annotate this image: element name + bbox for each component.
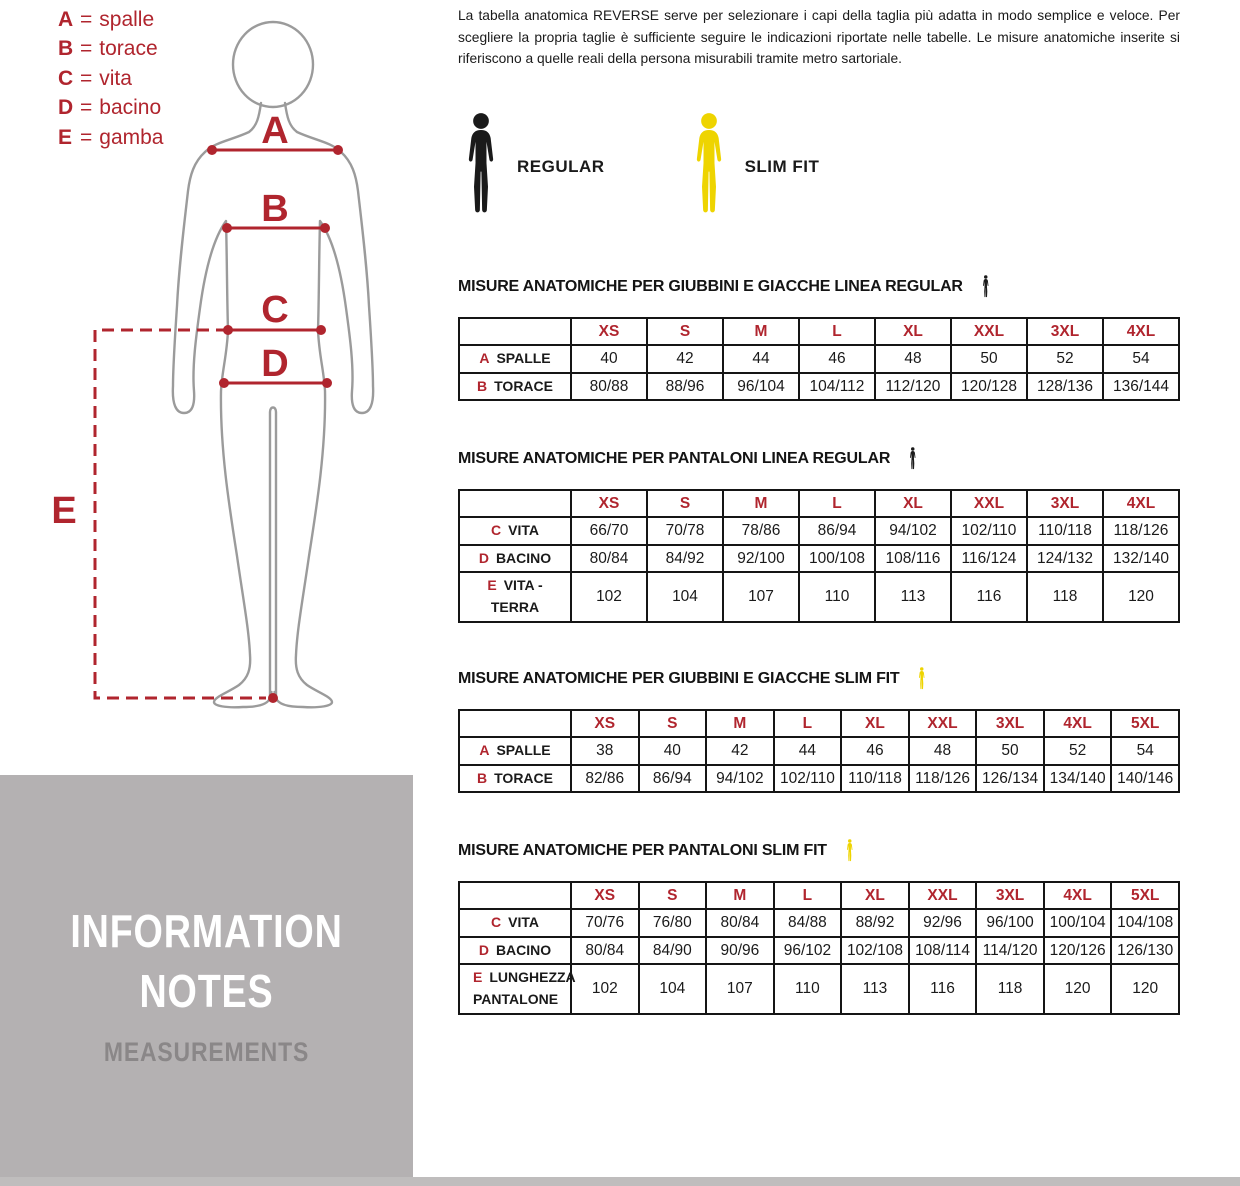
size-value: 94/102 — [706, 765, 774, 793]
size-value: 104/112 — [799, 373, 875, 401]
row-name: BACINO — [495, 549, 552, 566]
legend-label: bacino — [99, 96, 162, 120]
header-row — [459, 318, 1179, 345]
size-value: 46 — [799, 345, 875, 373]
size-value: 102/108 — [841, 937, 909, 965]
size-value: 128/136 — [1027, 373, 1103, 401]
row-name: VITA — [508, 522, 539, 538]
size-header: 5XL — [1111, 710, 1179, 737]
information-title-line2: NOTES — [139, 965, 274, 1017]
size-value: 80/84 — [571, 545, 647, 573]
header-row — [459, 490, 1179, 517]
size-header: XXL — [909, 710, 977, 737]
row-name: VITA — [508, 914, 539, 930]
table-title: MISURE ANATOMICHE PER GIUBBINI E GIACCHE SLIM FIT — [458, 669, 900, 687]
size-value: 80/88 — [571, 373, 647, 401]
size-value: 48 — [875, 345, 951, 373]
legend-label: vita — [99, 66, 132, 90]
size-value: 102 — [571, 964, 639, 1013]
legend-letter: B — [58, 37, 74, 61]
size-header: 5XL — [1111, 882, 1179, 909]
row-letter: A — [479, 742, 490, 758]
size-value: 112/120 — [875, 373, 951, 401]
row-letter: C — [491, 914, 502, 930]
size-header: M — [723, 318, 799, 345]
table-title-row — [458, 667, 1180, 690]
size-value: 96/104 — [723, 373, 799, 401]
equals-sign: = — [80, 96, 93, 120]
size-value: 76/80 — [639, 909, 707, 937]
size-value: 124/132 — [1027, 545, 1103, 573]
diagram-label-a: A — [261, 110, 289, 152]
size-value: 110 — [799, 572, 875, 621]
legend-letter: C — [58, 66, 74, 90]
regular-fit-icon — [460, 112, 502, 216]
slim-fit-mini-icon — [845, 839, 855, 862]
legend-label: gamba — [99, 125, 164, 149]
size-header: L — [799, 490, 875, 517]
diagram-label-c: C — [261, 289, 289, 331]
size-value: 140/146 — [1111, 765, 1179, 793]
size-value: 108/116 — [875, 545, 951, 573]
corner-cell — [459, 882, 571, 909]
table-row — [459, 545, 1179, 573]
size-value: 54 — [1111, 737, 1179, 765]
size-value: 78/86 — [723, 517, 799, 545]
size-table-section — [458, 447, 1180, 623]
size-value: 136/144 — [1103, 373, 1179, 401]
size-value: 132/140 — [1103, 545, 1179, 573]
information-notes-block — [0, 775, 413, 1177]
body-outline-right — [275, 103, 374, 707]
table-title-row — [458, 447, 1180, 470]
regular-fit-mini-icon — [908, 447, 918, 470]
size-value: 126/134 — [976, 765, 1044, 793]
size-header: 4XL — [1103, 490, 1179, 517]
size-value: 114/120 — [976, 937, 1044, 965]
size-value: 84/92 — [647, 545, 723, 573]
size-header: XXL — [909, 882, 977, 909]
size-value: 84/90 — [639, 937, 707, 965]
size-header: 3XL — [976, 882, 1044, 909]
body-outline-left — [173, 103, 272, 707]
row-letter: A — [479, 350, 490, 366]
fit-legend — [460, 112, 819, 221]
row-name: BACINO — [495, 941, 552, 958]
size-value: 118 — [976, 964, 1044, 1013]
foot-measure-dot — [268, 693, 278, 703]
table-row — [459, 572, 1179, 621]
size-value: 102/110 — [951, 517, 1027, 545]
size-value: 94/102 — [875, 517, 951, 545]
row-name: SPALLE — [496, 742, 551, 758]
size-value: 120 — [1103, 572, 1179, 621]
slim-fit-item — [688, 112, 820, 221]
intro-text: La tabella anatomica REVERSE serve per selezionare i capi della taglia più adatta in modo semplice e veloce. Per scegliere la propria taglie è sufficiente seguire le indicazioni riportate nelle tabelle. Le misure anatomiche inserite si riferiscono a quelle reali della persona misurabili tramite metro sartoriale. — [458, 8, 1180, 67]
size-value: 88/92 — [841, 909, 909, 937]
size-header: L — [774, 710, 842, 737]
row-letter: D — [478, 941, 489, 958]
size-header: S — [647, 490, 723, 517]
size-table — [458, 317, 1180, 401]
size-header: L — [799, 318, 875, 345]
body-diagram — [0, 0, 420, 740]
header-row — [459, 882, 1179, 909]
size-header: XS — [571, 882, 639, 909]
size-header: S — [647, 318, 723, 345]
row-name: SPALLE — [496, 350, 551, 366]
row-name: VITA - TERRA — [490, 577, 543, 616]
size-value: 116 — [951, 572, 1027, 621]
size-header: S — [639, 710, 707, 737]
size-value: 46 — [841, 737, 909, 765]
slim-fit-mini-icon — [917, 667, 927, 690]
row-label — [459, 545, 571, 573]
row-label — [459, 737, 571, 765]
size-value: 120 — [1044, 964, 1112, 1013]
row-label — [459, 765, 571, 793]
size-value: 126/130 — [1111, 937, 1179, 965]
row-label — [459, 909, 571, 937]
size-value: 54 — [1103, 345, 1179, 373]
size-value: 80/84 — [706, 909, 774, 937]
size-value: 82/86 — [571, 765, 639, 793]
row-letter: B — [477, 769, 488, 786]
diagram-label-d: D — [261, 343, 289, 385]
size-value: 118/126 — [1103, 517, 1179, 545]
size-value: 100/104 — [1044, 909, 1112, 937]
size-value: 113 — [875, 572, 951, 621]
size-header: 3XL — [1027, 490, 1103, 517]
size-header: XL — [841, 882, 909, 909]
size-value: 40 — [639, 737, 707, 765]
size-value: 113 — [841, 964, 909, 1013]
size-value: 86/94 — [799, 517, 875, 545]
legend-label: spalle — [99, 8, 155, 31]
row-label — [459, 345, 571, 373]
size-value: 86/94 — [639, 765, 707, 793]
size-value: 84/88 — [774, 909, 842, 937]
size-value: 50 — [951, 345, 1027, 373]
size-header: 3XL — [976, 710, 1044, 737]
size-value: 104 — [639, 964, 707, 1013]
row-letter: B — [477, 377, 488, 394]
corner-cell — [459, 490, 571, 517]
equals-sign: = — [80, 125, 93, 149]
size-value: 120/126 — [1044, 937, 1112, 965]
size-value: 104/108 — [1111, 909, 1179, 937]
row-letter: E — [473, 969, 483, 986]
size-value: 120 — [1111, 964, 1179, 1013]
size-header: XL — [875, 318, 951, 345]
size-value: 70/76 — [571, 909, 639, 937]
row-name: LUNGHEZZA PANTALONE — [473, 969, 576, 1008]
size-table-section — [458, 275, 1180, 401]
row-letter: C — [491, 522, 502, 538]
inner-leg-line — [270, 408, 276, 696]
size-value: 96/100 — [976, 909, 1044, 937]
table-row — [459, 345, 1179, 373]
row-label — [459, 964, 576, 1013]
size-value: 100/108 — [799, 545, 875, 573]
size-value: 92/96 — [909, 909, 977, 937]
leg-measure-dashed-line — [95, 330, 266, 698]
size-header: XS — [571, 490, 647, 517]
measurements-subtitle: MEASUREMENTS — [103, 1037, 310, 1067]
size-header: M — [723, 490, 799, 517]
table-row — [459, 765, 1179, 793]
size-header: XL — [875, 490, 951, 517]
table-row — [459, 517, 1179, 545]
size-table-section — [458, 839, 1180, 1015]
row-letter: D — [478, 549, 489, 566]
size-value: 102/110 — [774, 765, 842, 793]
row-name: TORACE — [494, 377, 553, 394]
legend-letter: D — [58, 96, 74, 120]
size-header: M — [706, 882, 774, 909]
size-value: 90/96 — [706, 937, 774, 965]
size-value: 118 — [1027, 572, 1103, 621]
row-letter: E — [487, 577, 497, 594]
table-row — [459, 964, 1179, 1013]
size-value: 52 — [1027, 345, 1103, 373]
size-value: 80/84 — [571, 937, 639, 965]
size-value: 120/128 — [951, 373, 1027, 401]
size-header: 4XL — [1044, 882, 1112, 909]
size-value: 42 — [706, 737, 774, 765]
head-outline — [233, 22, 313, 107]
size-value: 44 — [723, 345, 799, 373]
legend-letter: E — [58, 125, 73, 149]
size-header: XL — [841, 710, 909, 737]
table-title: MISURE ANATOMICHE PER GIUBBINI E GIACCHE LINEA REGULAR — [458, 277, 963, 295]
size-value: 107 — [723, 572, 799, 621]
slim-person-icon — [688, 112, 730, 221]
row-label — [459, 572, 571, 621]
slim-fit-label: SLIM FIT — [744, 156, 820, 176]
size-value: 116/124 — [951, 545, 1027, 573]
size-header: L — [774, 882, 842, 909]
size-value: 48 — [909, 737, 977, 765]
size-header: XXL — [951, 318, 1027, 345]
corner-cell — [459, 710, 571, 737]
size-value: 92/100 — [723, 545, 799, 573]
table-title-row — [458, 839, 1180, 862]
size-header: 4XL — [1044, 710, 1112, 737]
slim-fit-icon — [688, 112, 730, 216]
size-table — [458, 489, 1180, 623]
size-value: 42 — [647, 345, 723, 373]
diagram-label-e: E — [51, 490, 77, 532]
size-header: XS — [571, 710, 639, 737]
equals-sign: = — [80, 8, 93, 31]
size-header: 4XL — [1103, 318, 1179, 345]
content-column — [458, 0, 1180, 1186]
row-name: TORACE — [494, 769, 553, 786]
size-header: S — [639, 882, 707, 909]
size-value: 96/102 — [774, 937, 842, 965]
table-row — [459, 737, 1179, 765]
size-value: 110/118 — [1027, 517, 1103, 545]
size-table — [458, 881, 1180, 1015]
size-header: M — [706, 710, 774, 737]
size-value: 40 — [571, 345, 647, 373]
size-value: 116 — [909, 964, 977, 1013]
regular-person-icon — [460, 112, 502, 221]
size-value: 134/140 — [1044, 765, 1112, 793]
size-value: 88/96 — [647, 373, 723, 401]
corner-cell — [459, 318, 571, 345]
table-row — [459, 909, 1179, 937]
size-value: 66/70 — [571, 517, 647, 545]
equals-sign: = — [80, 37, 93, 61]
table-row — [459, 937, 1179, 965]
regular-fit-item — [460, 112, 605, 221]
size-header: XS — [571, 318, 647, 345]
row-label — [459, 937, 571, 965]
size-header: XXL — [951, 490, 1027, 517]
diagram-label-b: B — [261, 188, 289, 230]
size-value: 50 — [976, 737, 1044, 765]
size-table — [458, 709, 1180, 793]
table-title-row — [458, 275, 1180, 298]
row-label — [459, 517, 571, 545]
size-header: 3XL — [1027, 318, 1103, 345]
header-row — [459, 710, 1179, 737]
size-value: 44 — [774, 737, 842, 765]
table-title: MISURE ANATOMICHE PER PANTALONI LINEA REGULAR — [458, 449, 891, 467]
information-title-line1: INFORMATION — [70, 905, 343, 957]
table-row — [459, 373, 1179, 401]
size-value: 110 — [774, 964, 842, 1013]
table-title: MISURE ANATOMICHE PER PANTALONI SLIM FIT — [458, 841, 827, 859]
regular-fit-label: REGULAR — [517, 156, 605, 176]
size-table-section — [458, 667, 1180, 793]
equals-sign: = — [80, 66, 93, 90]
size-value: 118/126 — [909, 765, 977, 793]
size-value: 102 — [571, 572, 647, 621]
legend-label: torace — [99, 37, 158, 61]
size-value: 70/78 — [647, 517, 723, 545]
size-value: 107 — [706, 964, 774, 1013]
size-value: 108/114 — [909, 937, 977, 965]
size-value: 110/118 — [841, 765, 909, 793]
size-value: 38 — [571, 737, 639, 765]
size-value: 52 — [1044, 737, 1112, 765]
row-label — [459, 373, 571, 401]
size-value: 104 — [647, 572, 723, 621]
regular-fit-mini-icon — [981, 275, 991, 298]
legend-letter: A — [58, 8, 74, 31]
